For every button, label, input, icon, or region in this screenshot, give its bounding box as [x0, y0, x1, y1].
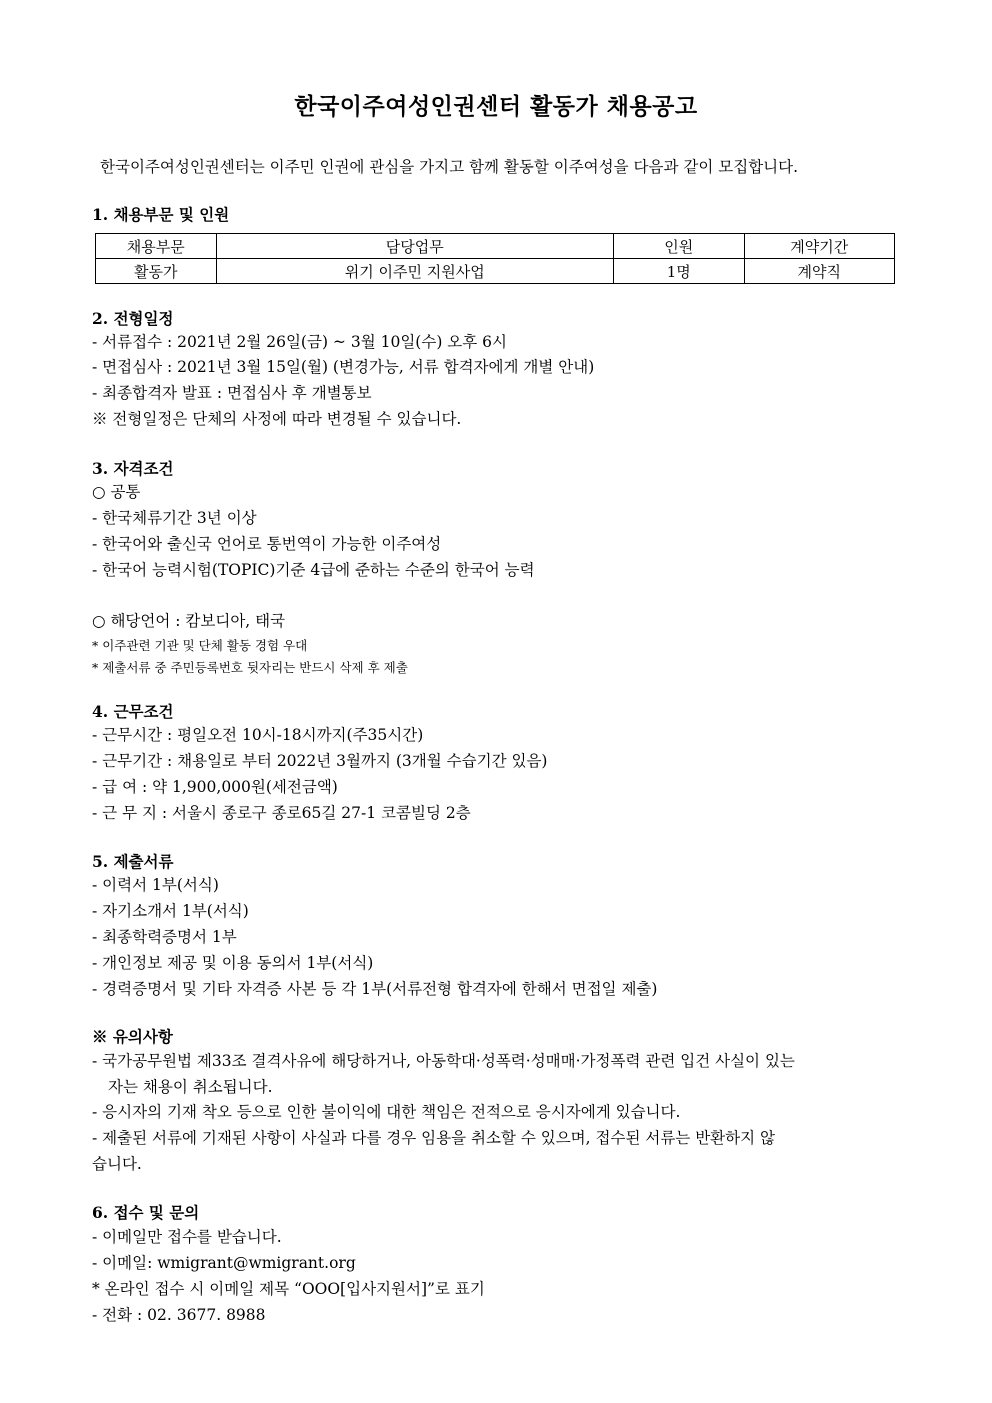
table-cell: 활동가	[96, 259, 217, 284]
work-condition-line: - 급 여 : 약 1,900,000원(세전금액)	[92, 778, 338, 796]
section-4-heading: 4. 근무조건	[92, 702, 174, 721]
notice-line: - 제출된 서류에 기재된 사항이 사실과 다를 경우 임용을 취소할 수 있으며, 접수된 서류는 반환하지 않	[92, 1129, 775, 1147]
table-cell: 1명	[614, 259, 745, 284]
qualification-line: - 한국어와 출신국 언어로 통번역이 가능한 이주여성	[92, 535, 442, 553]
document-item: - 자기소개서 1부(서식)	[92, 902, 249, 920]
notice-line: 습니다.	[92, 1155, 142, 1173]
work-condition-line: - 근 무 지 : 서울시 종로구 종로65길 27-1 코콤빌딩 2층	[92, 804, 471, 822]
contact-note: * 온라인 접수 시 이메일 제목 “OOO[입사지원서]”로 표기	[92, 1280, 485, 1298]
qualification-note: * 이주관련 기관 및 단체 활동 경험 우대	[92, 638, 308, 653]
table-header-cell: 인원	[614, 234, 745, 259]
recruitment-table	[95, 233, 895, 284]
table-cell: 계약직	[744, 259, 894, 284]
table-header-row	[96, 234, 895, 259]
contact-email[interactable]: - 이메일: wmigrant@wmigrant.org	[92, 1254, 356, 1272]
notice-heading: ※ 유의사항	[92, 1027, 173, 1046]
section-3-heading: 3. 자격조건	[92, 459, 174, 478]
schedule-line: - 서류접수 : 2021년 2월 26일(금) ~ 3월 10일(수) 오후 6시	[92, 333, 508, 351]
qualification-line: - 한국체류기간 3년 이상	[92, 509, 257, 527]
qualification-line: - 한국어 능력시험(TOPIC)기준 4급에 준하는 수준의 한국어 능력	[92, 561, 535, 579]
schedule-note: ※ 전형일정은 단체의 사정에 따라 변경될 수 있습니다.	[92, 410, 462, 428]
schedule-line: - 면접심사 : 2021년 3월 15일(월) (변경가능, 서류 합격자에게 개별 안내)	[92, 358, 595, 376]
work-condition-line: - 근무시간 : 평일오전 10시-18시까지(주35시간)	[92, 726, 424, 744]
contact-phone: - 전화 : 02. 3677. 8988	[92, 1306, 266, 1324]
qualification-line: ○ 공통	[92, 483, 141, 501]
section-6-heading: 6. 접수 및 문의	[92, 1203, 200, 1222]
contact-line: - 이메일만 접수를 받습니다.	[92, 1228, 282, 1246]
schedule-line: - 최종합격자 발표 : 면접심사 후 개별통보	[92, 384, 372, 402]
page-title: 한국이주여성인권센터 활동가 채용공고	[294, 94, 698, 120]
intro-paragraph: 한국이주여성인권센터는 이주민 인권에 관심을 가지고 함께 활동할 이주여성을 다음과 같이 모집합니다.	[100, 158, 799, 176]
document-item: - 최종학력증명서 1부	[92, 928, 237, 946]
work-condition-line: - 근무기간 : 채용일로 부터 2022년 3월까지 (3개월 수습기간 있음)	[92, 752, 548, 770]
notice-line: 자는 채용이 취소됩니다.	[108, 1078, 273, 1096]
table-header-cell: 계약기간	[744, 234, 894, 259]
notice-line: - 국가공무원법 제33조 결격사유에 해당하거나, 아동학대·성폭력·성매매·가정폭력 관련 입건 사실이 있는	[92, 1052, 795, 1070]
section-1-heading: 1. 채용부문 및 인원	[92, 205, 230, 224]
table-cell: 위기 이주민 지원사업	[216, 259, 613, 284]
document-item: - 개인정보 제공 및 이용 동의서 1부(서식)	[92, 954, 374, 972]
qualification-line: ○ 해당언어 : 캄보디아, 태국	[92, 612, 286, 630]
section-2-heading: 2. 전형일정	[92, 309, 174, 328]
notice-line: - 응시자의 기재 착오 등으로 인한 불이익에 대한 책임은 전적으로 응시자에게 있습니다.	[92, 1103, 681, 1121]
table-row	[96, 259, 895, 284]
document-item: - 경력증명서 및 기타 자격증 사본 등 각 1부(서류전형 합격자에 한해서 면접일 제출)	[92, 980, 658, 998]
document-item: - 이력서 1부(서식)	[92, 876, 219, 894]
table-header-cell: 채용부문	[96, 234, 217, 259]
table-header-cell: 담당업무	[216, 234, 613, 259]
section-5-heading: 5. 제출서류	[92, 852, 174, 871]
qualification-note: * 제출서류 중 주민등록번호 뒷자리는 반드시 삭제 후 제출	[92, 660, 408, 675]
